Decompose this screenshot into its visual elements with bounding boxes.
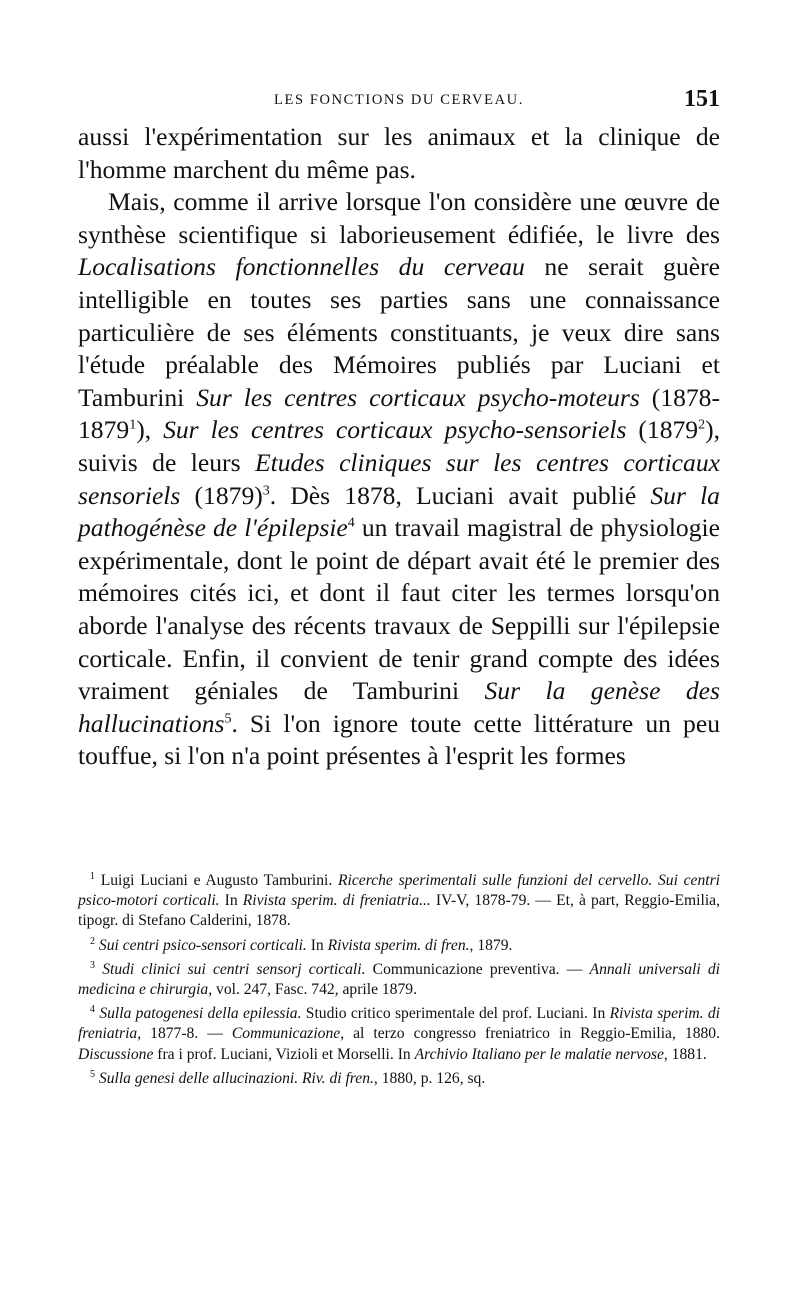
- text-run: . Si l'on ignore toute cette littérature un peu touffue, si l'on n'a point présentes à l'esprit les formes: [78, 708, 720, 771]
- main-text: [78, 121, 720, 773]
- italic-title: Sui centri psico-sensori corticali.: [98, 936, 307, 954]
- italic-title: Sur les centres corticaux psycho-moteurs: [196, 382, 640, 412]
- italic-title: Etudes cliniques sur les centres corticaux sensoriels: [78, 447, 720, 510]
- text-run: un travail magistral de physiologie expérimentale, dont le point de départ avait été le premier des mémoires cités ici, et dont il faut citer les termes lorsqu'on aborde l'analyse des récents travaux de Seppilli sur l'épilepsie corticale. Enfin, il convient de tenir grand compte des idées vraiment géniales de Tamburini: [78, 513, 720, 706]
- text-run: Communicazione preventiva. —: [365, 960, 590, 978]
- text-run: Studio critico sperimentale del prof. Luciani. In: [301, 1005, 610, 1023]
- footnote-ref: 1: [129, 417, 137, 433]
- paragraph-2: [78, 186, 720, 773]
- running-title: LES FONCTIONS DU CERVEAU.: [274, 92, 524, 108]
- italic-title: Communicazione: [231, 1025, 341, 1043]
- text-run: ),: [136, 415, 164, 445]
- footnote-5: [78, 1069, 720, 1089]
- text-run: (1879): [180, 480, 263, 510]
- italic-title: Sulla genesi delle allucinazioni. Riv. di fren.: [98, 1069, 374, 1087]
- text-run: (1878-1879: [78, 382, 721, 445]
- text-run: , 1880, p. 126, sq.: [373, 1069, 486, 1087]
- italic-title: Sur la pathogénèse de l'épilepsie: [78, 480, 720, 543]
- text-run: In: [306, 936, 328, 954]
- footnote-number: 2: [90, 935, 95, 947]
- footnote-number: 5: [90, 1068, 95, 1080]
- text-run: fra i prof. Luciani, Vizioli et Morselli. In: [153, 1045, 415, 1063]
- text-run: ne serait guère intelligible en toutes ses parties sans une connaissance particulière de ses éléments constituants, je veux dire sans l'étude préalable des Mémoires publiés par Luciani et Tamburini: [78, 252, 720, 412]
- italic-title: Studi clinici sui centri sensorj corticali.: [102, 960, 366, 978]
- italic-title: Annali universali di medicina e chirurgia: [78, 960, 720, 999]
- italic-title: Rivista sperim. di freniatria...: [242, 892, 431, 910]
- footnote-ref: 3: [262, 483, 270, 498]
- italic-title: Localisations fonctionnelles du cerveau: [78, 252, 525, 282]
- footnote-2: [78, 936, 720, 956]
- text-run: , 1879.: [469, 936, 513, 954]
- italic-title: Rivista sperim. di fren.: [327, 936, 470, 954]
- page-number: 151: [684, 86, 720, 112]
- italic-title: Sur les centres corticaux psycho-sensoriels: [163, 415, 627, 445]
- text-run: Mais, comme il arrive lorsque l'on considère une œuvre de synthèse scientifique si laborieusement édifiée, le livre des: [78, 187, 720, 249]
- footnote-4: [78, 1004, 720, 1065]
- footnote-number: 1: [90, 870, 95, 882]
- text-run: . Dès 1878, Luciani avait publié: [269, 480, 651, 510]
- text-run: In: [219, 892, 243, 910]
- footnote-ref: 2: [698, 417, 706, 433]
- text-run: , vol. 247, Fasc. 742, aprile 1879.: [208, 981, 417, 999]
- italic-title: Archivio Italiano per le malatie nervose: [414, 1045, 664, 1063]
- footnote-number: 4: [90, 1004, 95, 1016]
- page-header: [78, 86, 720, 116]
- text-run: , 1877-8. —: [137, 1025, 232, 1043]
- paragraph-1: aussi l'expérimentation sur les animaux et la clinique de l'homme marchent du même pas.: [78, 122, 720, 184]
- italic-title: Rivista sperim. di freniatria: [78, 1005, 721, 1043]
- footnote-1: [78, 871, 720, 932]
- italic-title: Sur la genèse des hallucinations: [78, 676, 720, 738]
- text-run: IV-V, 1878-79. — Et, à part, Reggio-Emilia, tipogr. di Stefano Calderini, 1878.: [78, 892, 720, 930]
- italic-title: Sulla patogenesi della epilessia.: [99, 1005, 302, 1023]
- italic-title: Ricerche sperimentali sulle funzioni del cervello. Sui centri psico-motori corticali.: [78, 872, 721, 910]
- footnote-ref: 5: [224, 711, 232, 727]
- text-run: Luigi Luciani e Augusto Tamburini.: [100, 872, 339, 889]
- text-run: , 1881.: [663, 1045, 707, 1063]
- text-run: ), suivis de leurs: [78, 415, 721, 477]
- text-run: (1879: [626, 415, 699, 445]
- footnote-number: 3: [90, 959, 95, 971]
- footnote-ref: 4: [347, 515, 355, 531]
- italic-title: Discussione: [78, 1045, 154, 1063]
- footnotes: [78, 871, 720, 1093]
- text-run: , al terzo congresso freniatrico in Reggio-Emilia, 1880.: [340, 1025, 721, 1043]
- footnote-3: [78, 960, 720, 1000]
